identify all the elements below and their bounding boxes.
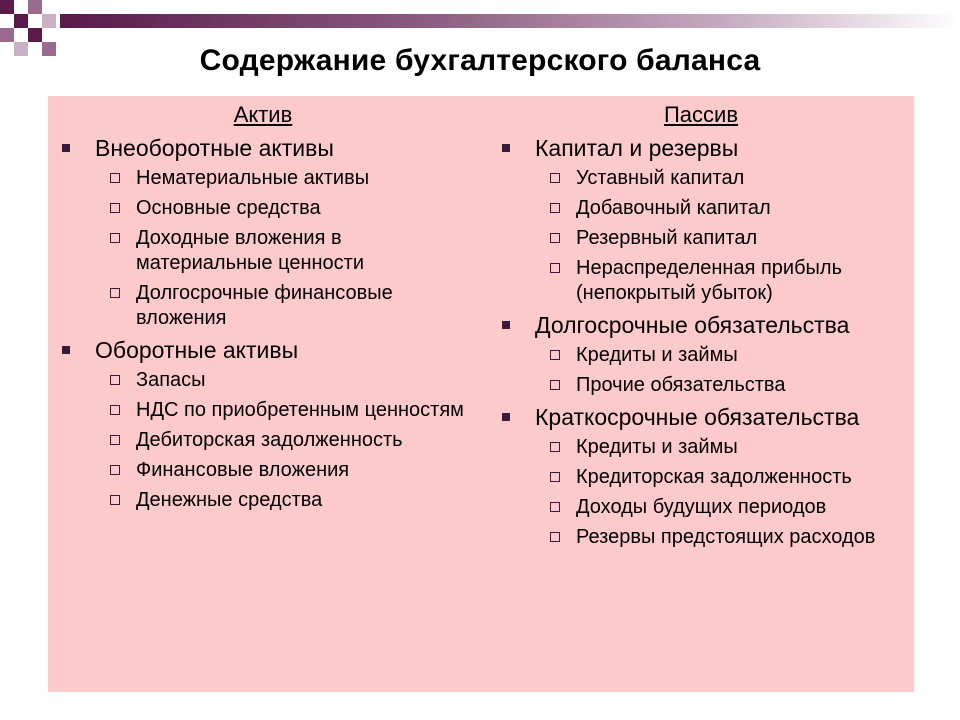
list-item-label: Кредиты и займы	[576, 344, 738, 366]
decor-square	[14, 14, 28, 28]
list-item-label: Доходы будущих периодов	[576, 496, 827, 518]
square-bullet-icon	[502, 413, 510, 421]
list-item	[488, 373, 914, 398]
list-item	[48, 166, 478, 191]
list-item-label: Основные средства	[136, 197, 321, 219]
list-item	[48, 428, 478, 453]
list-item-label: Доходные вложения в материальные ценности	[136, 227, 364, 274]
decor-square	[28, 28, 42, 42]
hollow-square-bullet-icon	[110, 435, 120, 445]
hollow-square-bullet-icon	[110, 288, 120, 298]
list-item	[48, 368, 478, 393]
assets-list	[48, 134, 478, 513]
section-label: Оборотные активы	[95, 337, 299, 363]
hollow-square-bullet-icon	[110, 405, 120, 415]
list-item-label: Денежные средства	[136, 489, 323, 511]
assets-column	[48, 96, 478, 518]
list-item-label: Кредиторская задолженность	[576, 466, 852, 488]
list-item-label: Долгосрочные финансовые вложения	[136, 282, 393, 329]
list-item-label: Финансовые вложения	[136, 459, 350, 481]
square-bullet-icon	[502, 144, 510, 152]
section-item	[488, 311, 914, 339]
hollow-square-bullet-icon	[550, 233, 560, 243]
list-item-label: НДС по приобретенным ценностям	[136, 399, 464, 421]
list-item	[48, 458, 478, 483]
section-item	[48, 336, 478, 364]
hollow-square-bullet-icon	[550, 173, 560, 183]
list-item	[48, 398, 478, 423]
list-item	[48, 226, 478, 276]
hollow-square-bullet-icon	[110, 465, 120, 475]
liabilities-list	[488, 134, 914, 550]
list-item	[488, 465, 914, 490]
hollow-square-bullet-icon	[550, 350, 560, 360]
hollow-square-bullet-icon	[550, 442, 560, 452]
list-item-label: Нематериальные активы	[136, 167, 370, 189]
list-item	[48, 281, 478, 331]
slide-title: Содержание бухгалтерского баланса	[199, 44, 761, 77]
decor-square	[0, 28, 14, 42]
hollow-square-bullet-icon	[550, 263, 560, 273]
list-item	[488, 256, 914, 306]
section-item	[488, 403, 914, 431]
list-item-label: Дебиторская задолженность	[136, 429, 403, 451]
list-item-label: Резервный капитал	[576, 227, 758, 249]
list-item	[488, 226, 914, 251]
square-bullet-icon	[62, 346, 70, 354]
hollow-square-bullet-icon	[110, 203, 120, 213]
hollow-square-bullet-icon	[550, 502, 560, 512]
section-label: Внеоборотные активы	[95, 135, 334, 161]
list-item-label: Добавочный капитал	[576, 197, 771, 219]
list-item	[488, 525, 914, 550]
section-item	[488, 134, 914, 162]
square-bullet-icon	[62, 144, 70, 152]
list-item	[488, 166, 914, 191]
list-item-label: Кредиты и займы	[576, 436, 738, 458]
section-label: Краткосрочные обязательства	[535, 404, 860, 430]
decor-square	[28, 0, 42, 14]
balance-table	[48, 96, 914, 692]
section-label: Долгосрочные обязательства	[535, 312, 850, 338]
list-item-label: Резервы предстоящих расходов	[576, 526, 876, 548]
decor-square	[0, 0, 14, 14]
list-item-label: Запасы	[136, 369, 206, 391]
list-item	[488, 435, 914, 460]
list-item-label: Прочие обязательства	[576, 374, 786, 396]
hollow-square-bullet-icon	[110, 233, 120, 243]
list-item	[48, 196, 478, 221]
assets-heading: Актив	[233, 102, 293, 127]
square-bullet-icon	[502, 321, 510, 329]
hollow-square-bullet-icon	[550, 203, 560, 213]
decor-gradient-bar	[60, 14, 960, 28]
hollow-square-bullet-icon	[110, 495, 120, 505]
hollow-square-bullet-icon	[550, 472, 560, 482]
list-item	[48, 488, 478, 513]
hollow-square-bullet-icon	[550, 532, 560, 542]
list-item-label: Уставный капитал	[576, 167, 745, 189]
hollow-square-bullet-icon	[550, 380, 560, 390]
hollow-square-bullet-icon	[110, 173, 120, 183]
list-item	[488, 196, 914, 221]
list-item	[488, 495, 914, 520]
section-label: Капитал и резервы	[535, 135, 739, 161]
liabilities-column	[488, 96, 914, 555]
list-item	[488, 343, 914, 368]
list-item-label: Нераспределенная прибыль (непокрытый убыток)	[576, 257, 843, 304]
section-item	[48, 134, 478, 162]
hollow-square-bullet-icon	[110, 375, 120, 385]
decor-square	[42, 14, 56, 28]
liabilities-heading: Пассив	[663, 102, 739, 127]
